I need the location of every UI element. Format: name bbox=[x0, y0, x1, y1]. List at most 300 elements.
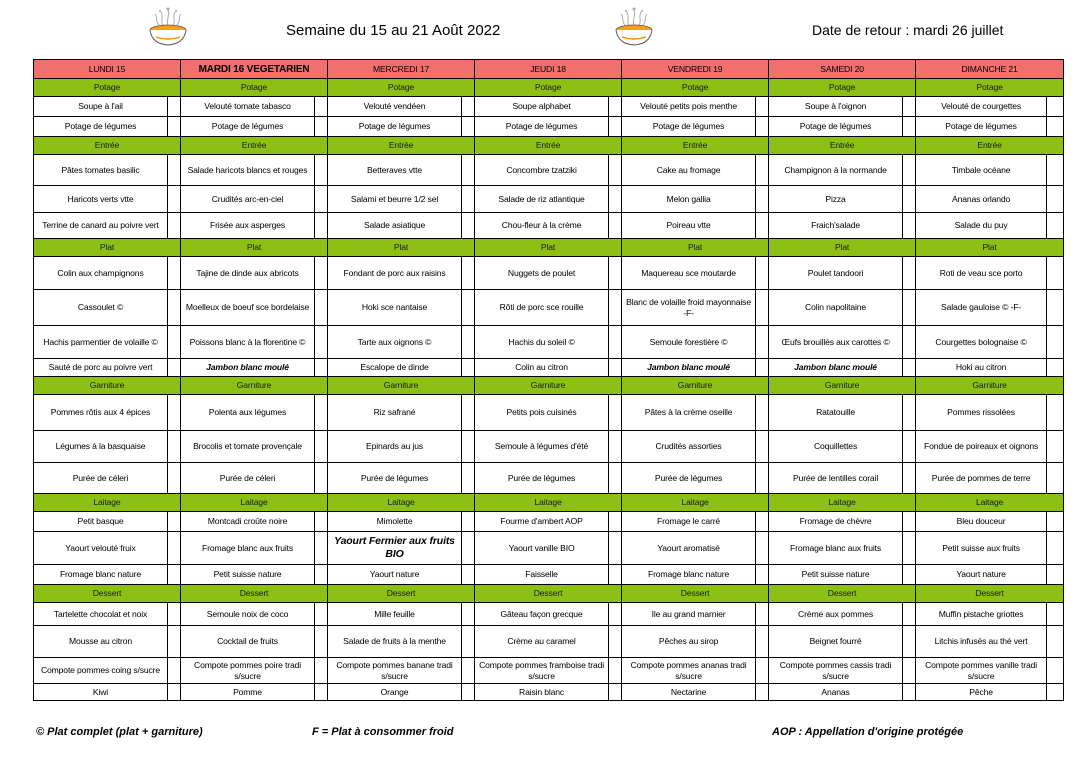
section-header: Garniture bbox=[769, 377, 916, 395]
section-header: Laitage bbox=[328, 494, 475, 512]
dish-cell: Compote pommes ananas tradi s/sucre bbox=[622, 658, 756, 684]
dish-cell: Compote pommes poire tradi s/sucre bbox=[181, 658, 315, 684]
dish-cell: Frisée aux asperges bbox=[181, 213, 315, 239]
footnote-aop: AOP : Appellation d'origine protégée bbox=[772, 726, 964, 738]
empty-cell bbox=[903, 97, 916, 117]
dish-cell: Fromage blanc nature bbox=[34, 565, 168, 585]
table-row bbox=[34, 658, 1064, 684]
empty-cell bbox=[168, 155, 181, 186]
dish-cell: Potage de légumes bbox=[34, 117, 168, 137]
dish-cell: Mille feuille bbox=[328, 603, 462, 626]
dish-cell: Betteraves vtte bbox=[328, 155, 462, 186]
empty-cell bbox=[903, 326, 916, 359]
empty-cell bbox=[609, 512, 622, 532]
empty-cell bbox=[756, 626, 769, 658]
section-header: Garniture bbox=[475, 377, 622, 395]
day-header: SAMEDI 20 bbox=[769, 60, 916, 79]
section-header: Plat bbox=[916, 239, 1064, 257]
dish-cell: Pommes rissolées bbox=[916, 395, 1047, 431]
empty-cell bbox=[1047, 463, 1064, 494]
empty-cell bbox=[756, 257, 769, 290]
dish-cell: Semoule à légumes d'été bbox=[475, 431, 609, 463]
dish-cell: Bleu douceur bbox=[916, 512, 1047, 532]
empty-cell bbox=[1047, 257, 1064, 290]
dish-cell: Crème au caramel bbox=[475, 626, 609, 658]
dish-cell: Petit suisse nature bbox=[181, 565, 315, 585]
empty-cell bbox=[462, 97, 475, 117]
dish-cell: Velouté de courgettes bbox=[916, 97, 1047, 117]
table-row bbox=[34, 512, 1064, 532]
dish-cell: Yaourt velouté fruix bbox=[34, 532, 168, 565]
empty-cell bbox=[462, 290, 475, 326]
empty-cell bbox=[1047, 290, 1064, 326]
dish-cell: Purée de légumes bbox=[622, 463, 756, 494]
empty-cell bbox=[1047, 626, 1064, 658]
empty-cell bbox=[315, 431, 328, 463]
day-header: MERCREDI 17 bbox=[328, 60, 475, 79]
section-header: Plat bbox=[328, 239, 475, 257]
section-header-row bbox=[34, 137, 1064, 155]
section-header: Laitage bbox=[475, 494, 622, 512]
section-header: Garniture bbox=[181, 377, 328, 395]
table-row bbox=[34, 684, 1064, 701]
section-header: Entrée bbox=[769, 137, 916, 155]
empty-cell bbox=[609, 395, 622, 431]
section-header: Dessert bbox=[916, 585, 1064, 603]
empty-cell bbox=[756, 512, 769, 532]
dish-cell: Nuggets de poulet bbox=[475, 257, 609, 290]
dish-cell: Courgettes bolognaise © bbox=[916, 326, 1047, 359]
dish-cell: Légumes à la basquaise bbox=[34, 431, 168, 463]
dish-cell: Sauté de porc au poivre vert bbox=[34, 359, 168, 377]
dish-cell: Semoule forestière © bbox=[622, 326, 756, 359]
table-row bbox=[34, 155, 1064, 186]
empty-cell bbox=[609, 257, 622, 290]
empty-cell bbox=[462, 463, 475, 494]
dish-cell: Hachis parmentier de volaille © bbox=[34, 326, 168, 359]
empty-cell bbox=[903, 431, 916, 463]
dish-cell: Potage de légumes bbox=[622, 117, 756, 137]
empty-cell bbox=[315, 565, 328, 585]
section-header-row bbox=[34, 79, 1064, 97]
section-header-row bbox=[34, 585, 1064, 603]
table-row bbox=[34, 626, 1064, 658]
empty-cell bbox=[756, 431, 769, 463]
dish-cell: Coquillettes bbox=[769, 431, 903, 463]
section-header: Plat bbox=[475, 239, 622, 257]
dish-cell: Escalope de dinde bbox=[328, 359, 462, 377]
empty-cell bbox=[168, 395, 181, 431]
dish-cell: Hoki sce nantaise bbox=[328, 290, 462, 326]
section-header: Dessert bbox=[181, 585, 328, 603]
empty-cell bbox=[903, 186, 916, 213]
day-header: MARDI 16 VEGETARIEN bbox=[181, 60, 328, 79]
empty-cell bbox=[462, 117, 475, 137]
dish-cell: Ile au grand marnier bbox=[622, 603, 756, 626]
empty-cell bbox=[1047, 117, 1064, 137]
dish-cell: Purée de pommes de terre bbox=[916, 463, 1047, 494]
dish-cell: Soupe alphabet bbox=[475, 97, 609, 117]
dish-cell: Soupe à l'ail bbox=[34, 97, 168, 117]
dish-cell: Blanc de volaille froid mayonnaise -F- bbox=[622, 290, 756, 326]
dish-cell: Concombre tzatziki bbox=[475, 155, 609, 186]
empty-cell bbox=[756, 565, 769, 585]
dish-cell: Maquereau sce moutarde bbox=[622, 257, 756, 290]
section-header: Plat bbox=[622, 239, 769, 257]
dish-cell: Litchis infusés au thé vert bbox=[916, 626, 1047, 658]
dish-cell: Colin napolitaine bbox=[769, 290, 903, 326]
dish-cell: Nectarine bbox=[622, 684, 756, 701]
empty-cell bbox=[168, 532, 181, 565]
dish-cell: Yaourt nature bbox=[916, 565, 1047, 585]
dish-cell: Salade du puy bbox=[916, 213, 1047, 239]
section-header: Laitage bbox=[916, 494, 1064, 512]
section-header: Laitage bbox=[181, 494, 328, 512]
section-header: Dessert bbox=[622, 585, 769, 603]
empty-cell bbox=[462, 532, 475, 565]
empty-cell bbox=[609, 213, 622, 239]
dish-cell: Fromage le carré bbox=[622, 512, 756, 532]
section-header: Dessert bbox=[328, 585, 475, 603]
empty-cell bbox=[168, 213, 181, 239]
section-header: Entrée bbox=[475, 137, 622, 155]
table-row bbox=[34, 290, 1064, 326]
soup-bowl-icon bbox=[146, 6, 190, 50]
empty-cell bbox=[315, 512, 328, 532]
empty-cell bbox=[903, 117, 916, 137]
section-header: Dessert bbox=[34, 585, 181, 603]
empty-cell bbox=[462, 512, 475, 532]
footnote-cold-dish: F = Plat à consommer froid bbox=[312, 726, 454, 738]
empty-cell bbox=[315, 463, 328, 494]
empty-cell bbox=[609, 658, 622, 684]
dish-cell: Fromage blanc nature bbox=[622, 565, 756, 585]
empty-cell bbox=[609, 290, 622, 326]
empty-cell bbox=[315, 626, 328, 658]
empty-cell bbox=[168, 684, 181, 701]
dish-cell: Pêches au sirop bbox=[622, 626, 756, 658]
dish-cell: Compote pommes coing s/sucre bbox=[34, 658, 168, 684]
dish-cell: Jambon blanc moulé bbox=[622, 359, 756, 377]
dish-cell: Fromage blanc aux fruits bbox=[769, 532, 903, 565]
section-header: Potage bbox=[916, 79, 1064, 97]
dish-cell: Soupe à l'oignon bbox=[769, 97, 903, 117]
empty-cell bbox=[315, 658, 328, 684]
dish-cell: Salade gauloise © -F- bbox=[916, 290, 1047, 326]
section-header-row bbox=[34, 494, 1064, 512]
empty-cell bbox=[609, 603, 622, 626]
dish-cell: Melon gallia bbox=[622, 186, 756, 213]
dish-cell: Timbale océane bbox=[916, 155, 1047, 186]
dish-cell: Haricots verts vtte bbox=[34, 186, 168, 213]
empty-cell bbox=[168, 512, 181, 532]
dish-cell: Epinards au jus bbox=[328, 431, 462, 463]
dish-cell: Pommes rôtis aux 4 épices bbox=[34, 395, 168, 431]
section-header-row bbox=[34, 377, 1064, 395]
empty-cell bbox=[168, 565, 181, 585]
empty-cell bbox=[903, 512, 916, 532]
menu-table bbox=[33, 59, 1064, 701]
empty-cell bbox=[462, 603, 475, 626]
dish-cell: Cake au fromage bbox=[622, 155, 756, 186]
dish-cell: Salami et beurre 1/2 sel bbox=[328, 186, 462, 213]
empty-cell bbox=[609, 684, 622, 701]
dish-cell: Potage de légumes bbox=[328, 117, 462, 137]
empty-cell bbox=[756, 186, 769, 213]
dish-cell: Salade haricots blancs et rouges bbox=[181, 155, 315, 186]
empty-cell bbox=[1047, 431, 1064, 463]
section-header: Garniture bbox=[328, 377, 475, 395]
empty-cell bbox=[609, 155, 622, 186]
empty-cell bbox=[756, 658, 769, 684]
dish-cell: Beignet fourré bbox=[769, 626, 903, 658]
dish-cell: Hoki au citron bbox=[916, 359, 1047, 377]
dish-cell: Yaourt nature bbox=[328, 565, 462, 585]
dish-cell: Potage de légumes bbox=[916, 117, 1047, 137]
empty-cell bbox=[462, 658, 475, 684]
dish-cell: Tartelette chocolat et noix bbox=[34, 603, 168, 626]
empty-cell bbox=[315, 186, 328, 213]
dish-cell: Poulet tandoori bbox=[769, 257, 903, 290]
dish-cell: Polenta aux légumes bbox=[181, 395, 315, 431]
dish-cell: Yaourt vanille BIO bbox=[475, 532, 609, 565]
empty-cell bbox=[609, 565, 622, 585]
empty-cell bbox=[1047, 512, 1064, 532]
section-header: Entrée bbox=[916, 137, 1064, 155]
empty-cell bbox=[903, 603, 916, 626]
dish-cell: Brocolis et tomate provençale bbox=[181, 431, 315, 463]
empty-cell bbox=[1047, 97, 1064, 117]
section-header: Dessert bbox=[475, 585, 622, 603]
empty-cell bbox=[609, 186, 622, 213]
table-row bbox=[34, 431, 1064, 463]
empty-cell bbox=[903, 463, 916, 494]
dish-cell: Potage de légumes bbox=[769, 117, 903, 137]
empty-cell bbox=[168, 186, 181, 213]
return-date: Date de retour : mardi 26 juillet bbox=[812, 22, 1004, 38]
page-title: Semaine du 15 au 21 Août 2022 bbox=[286, 22, 501, 39]
empty-cell bbox=[315, 155, 328, 186]
empty-cell bbox=[315, 257, 328, 290]
table-row bbox=[34, 532, 1064, 565]
dish-cell: Crudités assorties bbox=[622, 431, 756, 463]
empty-cell bbox=[609, 431, 622, 463]
table-row bbox=[34, 257, 1064, 290]
empty-cell bbox=[168, 97, 181, 117]
dish-cell: Semoule noix de coco bbox=[181, 603, 315, 626]
table-row bbox=[34, 186, 1064, 213]
dish-cell: Jambon blanc moulé bbox=[181, 359, 315, 377]
empty-cell bbox=[168, 603, 181, 626]
dish-cell: Potage de légumes bbox=[181, 117, 315, 137]
empty-cell bbox=[756, 532, 769, 565]
dish-cell: Hachis du soleil © bbox=[475, 326, 609, 359]
section-header: Entrée bbox=[34, 137, 181, 155]
dish-cell: Yaourt Fermier aux fruits BIO bbox=[328, 532, 462, 565]
empty-cell bbox=[756, 463, 769, 494]
section-header: Garniture bbox=[34, 377, 181, 395]
section-header: Garniture bbox=[916, 377, 1064, 395]
table-row bbox=[34, 326, 1064, 359]
dish-cell: Muffin pistache griottes bbox=[916, 603, 1047, 626]
day-header: LUNDI 15 bbox=[34, 60, 181, 79]
empty-cell bbox=[609, 117, 622, 137]
empty-cell bbox=[315, 532, 328, 565]
dish-cell: Pizza bbox=[769, 186, 903, 213]
dish-cell: Chou-fleur à la crème bbox=[475, 213, 609, 239]
table-row bbox=[34, 359, 1064, 377]
dish-cell: Jambon blanc moulé bbox=[769, 359, 903, 377]
empty-cell bbox=[756, 684, 769, 701]
empty-cell bbox=[756, 213, 769, 239]
empty-cell bbox=[903, 626, 916, 658]
empty-cell bbox=[609, 326, 622, 359]
empty-cell bbox=[462, 395, 475, 431]
section-header: Potage bbox=[769, 79, 916, 97]
dish-cell: Colin au citron bbox=[475, 359, 609, 377]
dish-cell: Purée de légumes bbox=[475, 463, 609, 494]
dish-cell: Compote pommes cassis tradi s/sucre bbox=[769, 658, 903, 684]
empty-cell bbox=[462, 257, 475, 290]
table-row bbox=[34, 395, 1064, 431]
section-header: Potage bbox=[328, 79, 475, 97]
empty-cell bbox=[756, 359, 769, 377]
dish-cell: Crème aux pommes bbox=[769, 603, 903, 626]
table-row bbox=[34, 603, 1064, 626]
dish-cell: Compote pommes vanille tradi s/sucre bbox=[916, 658, 1047, 684]
empty-cell bbox=[903, 155, 916, 186]
empty-cell bbox=[756, 395, 769, 431]
dish-cell: Kiwi bbox=[34, 684, 168, 701]
dish-cell: Potage de légumes bbox=[475, 117, 609, 137]
section-header: Dessert bbox=[769, 585, 916, 603]
dish-cell: Colin aux champignons bbox=[34, 257, 168, 290]
table-row bbox=[34, 97, 1064, 117]
empty-cell bbox=[903, 359, 916, 377]
dish-cell: Raisin blanc bbox=[475, 684, 609, 701]
dish-cell: Terrine de canard au poivre vert bbox=[34, 213, 168, 239]
dish-cell: Petits pois cuisinés bbox=[475, 395, 609, 431]
day-header-row bbox=[34, 60, 1064, 79]
empty-cell bbox=[315, 326, 328, 359]
empty-cell bbox=[1047, 395, 1064, 431]
empty-cell bbox=[903, 290, 916, 326]
dish-cell: Moelleux de boeuf sce bordelaise bbox=[181, 290, 315, 326]
empty-cell bbox=[168, 463, 181, 494]
dish-cell: Compote pommes banane tradi s/sucre bbox=[328, 658, 462, 684]
table-row bbox=[34, 117, 1064, 137]
dish-cell: Fondant de porc aux raisins bbox=[328, 257, 462, 290]
soup-bowl-icon bbox=[612, 6, 656, 50]
empty-cell bbox=[315, 603, 328, 626]
dish-cell: Salade de fruits à la menthe bbox=[328, 626, 462, 658]
empty-cell bbox=[903, 257, 916, 290]
empty-cell bbox=[1047, 532, 1064, 565]
empty-cell bbox=[756, 603, 769, 626]
empty-cell bbox=[609, 626, 622, 658]
dish-cell: Tajine de dinde aux abricots bbox=[181, 257, 315, 290]
dish-cell: Riz safrané bbox=[328, 395, 462, 431]
section-header: Plat bbox=[769, 239, 916, 257]
empty-cell bbox=[462, 359, 475, 377]
dish-cell: Petit suisse aux fruits bbox=[916, 532, 1047, 565]
empty-cell bbox=[315, 684, 328, 701]
dish-cell: Petit suisse nature bbox=[769, 565, 903, 585]
dish-cell: Yaourt aromatisé bbox=[622, 532, 756, 565]
empty-cell bbox=[756, 155, 769, 186]
dish-cell: Champignon à la normande bbox=[769, 155, 903, 186]
dish-cell: Ratatouille bbox=[769, 395, 903, 431]
dish-cell: Fromage blanc aux fruits bbox=[181, 532, 315, 565]
dish-cell: Poireau vtte bbox=[622, 213, 756, 239]
section-header: Entrée bbox=[622, 137, 769, 155]
dish-cell: Pêche bbox=[916, 684, 1047, 701]
day-header: VENDREDI 19 bbox=[622, 60, 769, 79]
empty-cell bbox=[756, 326, 769, 359]
empty-cell bbox=[1047, 213, 1064, 239]
dish-cell: Fromage de chèvre bbox=[769, 512, 903, 532]
dish-cell: Faisselle bbox=[475, 565, 609, 585]
empty-cell bbox=[903, 658, 916, 684]
dish-cell: Pomme bbox=[181, 684, 315, 701]
section-header: Potage bbox=[475, 79, 622, 97]
empty-cell bbox=[903, 565, 916, 585]
empty-cell bbox=[168, 431, 181, 463]
table-row bbox=[34, 213, 1064, 239]
empty-cell bbox=[903, 684, 916, 701]
empty-cell bbox=[315, 117, 328, 137]
empty-cell bbox=[462, 213, 475, 239]
empty-cell bbox=[168, 257, 181, 290]
dish-cell: Fondue de poireaux et oignons bbox=[916, 431, 1047, 463]
empty-cell bbox=[903, 213, 916, 239]
dish-cell: Velouté petits pois menthe bbox=[622, 97, 756, 117]
empty-cell bbox=[315, 395, 328, 431]
dish-cell: Purée de lentilles corail bbox=[769, 463, 903, 494]
dish-cell: Pâtes à la crème oseille bbox=[622, 395, 756, 431]
empty-cell bbox=[756, 290, 769, 326]
empty-cell bbox=[756, 117, 769, 137]
empty-cell bbox=[609, 532, 622, 565]
empty-cell bbox=[609, 97, 622, 117]
empty-cell bbox=[462, 684, 475, 701]
dish-cell: Salade asiatique bbox=[328, 213, 462, 239]
empty-cell bbox=[1047, 565, 1064, 585]
section-header: Plat bbox=[34, 239, 181, 257]
empty-cell bbox=[168, 626, 181, 658]
empty-cell bbox=[903, 395, 916, 431]
dish-cell: Fraich'salade bbox=[769, 213, 903, 239]
empty-cell bbox=[903, 532, 916, 565]
dish-cell: Œufs brouillés aux carottes © bbox=[769, 326, 903, 359]
empty-cell bbox=[315, 290, 328, 326]
empty-cell bbox=[168, 290, 181, 326]
empty-cell bbox=[1047, 155, 1064, 186]
dish-cell: Purée de céleri bbox=[181, 463, 315, 494]
empty-cell bbox=[609, 463, 622, 494]
empty-cell bbox=[1047, 186, 1064, 213]
empty-cell bbox=[168, 326, 181, 359]
empty-cell bbox=[168, 359, 181, 377]
dish-cell: Ananas bbox=[769, 684, 903, 701]
section-header: Garniture bbox=[622, 377, 769, 395]
dish-cell: Orange bbox=[328, 684, 462, 701]
dish-cell: Compote pommes framboise tradi s/sucre bbox=[475, 658, 609, 684]
empty-cell bbox=[462, 431, 475, 463]
empty-cell bbox=[168, 117, 181, 137]
empty-cell bbox=[1047, 603, 1064, 626]
dish-cell: Purée de céleri bbox=[34, 463, 168, 494]
